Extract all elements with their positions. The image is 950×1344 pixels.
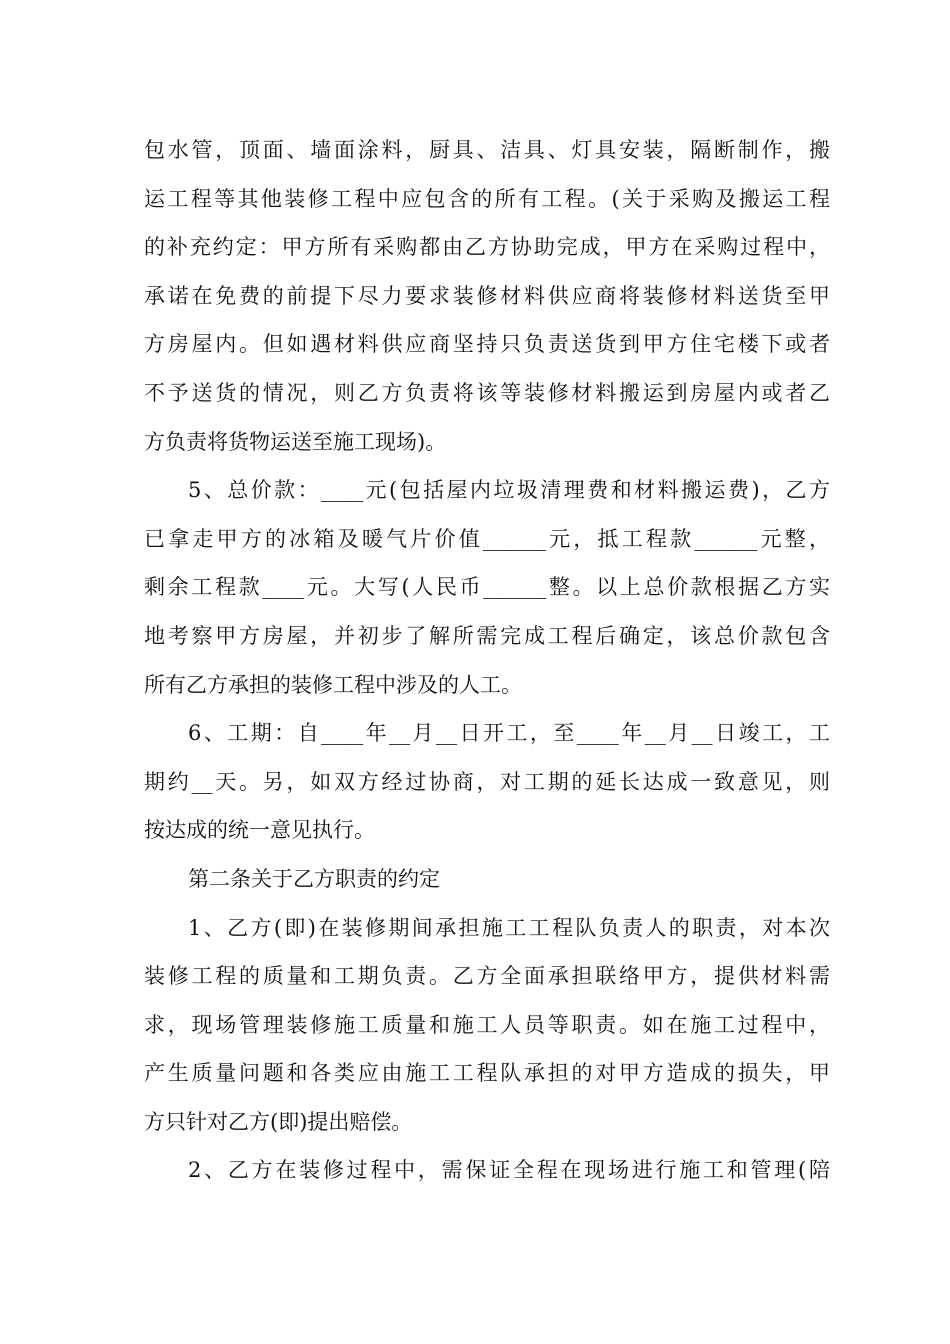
text-line: 已拿走甲方的冰箱及暖气片价值______元，抵工程款______元整， (144, 526, 830, 551)
document-body (144, 126, 830, 1195)
text-line: 期约__天。另，如双方经过协商，对工期的延长达成一致意见，则 (144, 769, 830, 794)
text-line: 1、乙方(即)在装修期间承担施工工程队负责人的职责，对本次 (188, 915, 830, 940)
text-line: 地考察甲方房屋，并初步了解所需完成工程后确定，该总价款包含 (144, 623, 830, 648)
text-line: 运工程等其他装修工程中应包含的所有工程。(关于采购及搬运工程 (144, 186, 830, 211)
text-line: 方房屋内。但如遇材料供应商坚持只负责送货到甲方住宅楼下或者 (144, 332, 830, 357)
text-line: 剩余工程款____元。大写(人民币______整。以上总价款根据乙方实 (144, 575, 830, 600)
text-line: 的补充约定：甲方所有采购都由乙方协助完成，甲方在采购过程中， (144, 235, 830, 260)
text-line: 产生质量问题和各类应由施工工程队承担的对甲方造成的损失，甲 (144, 1061, 830, 1086)
text-line: 承诺在免费的前提下尽力要求装修材料供应商将装修材料送货至甲 (144, 283, 830, 308)
text-line: 5、总价款：____元(包括屋内垃圾清理费和材料搬运费)，乙方 (188, 478, 830, 503)
text-line: 包水管，顶面、墙面涂料，厨具、洁具、灯具安装，隔断制作，搬 (144, 138, 830, 162)
text-line: 方负责将货物运送至施工现场)。 (144, 429, 447, 454)
text-line: 所有乙方承担的装修工程中涉及的人工。 (144, 672, 522, 697)
text-line: 2、乙方在装修过程中，需保证全程在现场进行施工和管理(陪 (188, 1158, 830, 1183)
text-line: 装修工程的质量和工期负责。乙方全面承担联络甲方，提供材料需 (144, 964, 830, 989)
text-line: 求，现场管理装修施工质量和施工人员等职责。如在施工过程中， (144, 1012, 830, 1037)
text-line: 不予送货的情况，则乙方负责将该等装修材料搬运到房屋内或者乙 (144, 380, 830, 405)
text-line: 第二条关于乙方职责的约定 (188, 866, 440, 891)
text-line: 方只针对乙方(即)提出赔偿。 (144, 1109, 413, 1134)
text-line: 6、工期：自____年__月__日开工，至____年__月__日竣工，工 (188, 721, 830, 746)
text-line: 按达成的统一意见执行。 (144, 818, 375, 843)
